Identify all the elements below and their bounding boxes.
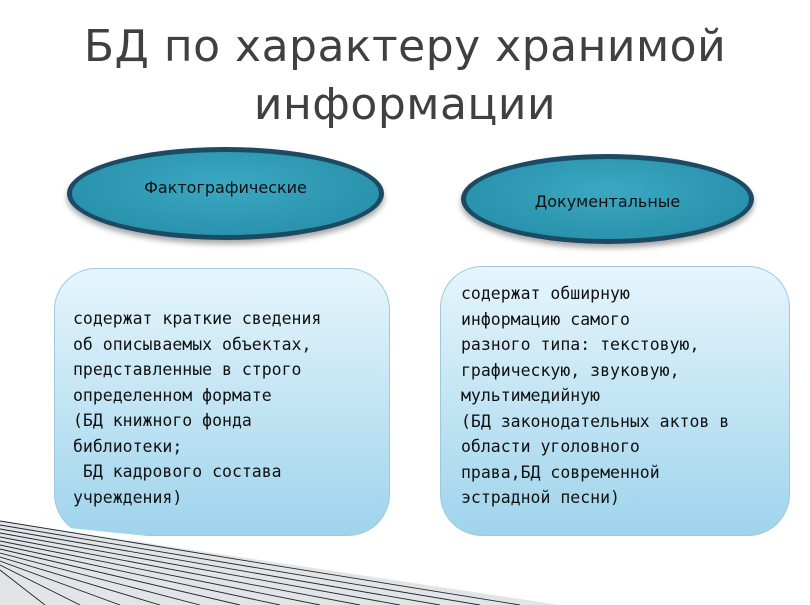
description-line: области уголовного (461, 437, 640, 456)
title-line-1: БД по характеру хранимой (83, 21, 727, 72)
description-card-documentary (440, 266, 790, 536)
description-line: разного типа: текстовую, (461, 335, 700, 354)
description-line: эстрадной песни) (461, 488, 620, 507)
description-line: информацию самого (461, 309, 630, 329)
description-line: права,БД современной (461, 462, 660, 482)
title-line-2: информации (253, 79, 557, 130)
description-line: (БД книжного фонда (73, 411, 252, 430)
category-label-factographic: Фактографические (144, 178, 307, 197)
description-line: библиотеки; (73, 436, 183, 456)
description-line: учреждения) (73, 487, 183, 507)
description-line: содержат обширную (461, 284, 630, 303)
slide-title (40, 18, 770, 134)
description-line: (БД законодательных актов в (461, 411, 730, 431)
description-line: представленные в строго (73, 360, 302, 379)
category-oval-documentary (461, 154, 754, 244)
category-oval-factographic (67, 147, 384, 240)
category-label-documentary: Документальные (534, 191, 681, 211)
decorative-swoosh (0, 515, 810, 605)
description-line: графическую, звуковую, (461, 360, 680, 380)
description-line: определенном формате (73, 385, 272, 405)
description-line: содержат краткие сведения (73, 309, 322, 328)
description-line: об описываемых объектах, (73, 334, 312, 354)
description-line: БД кадрового состава (73, 462, 282, 481)
description-card-factographic (54, 268, 390, 536)
description-line: мультимедийную (461, 386, 601, 405)
